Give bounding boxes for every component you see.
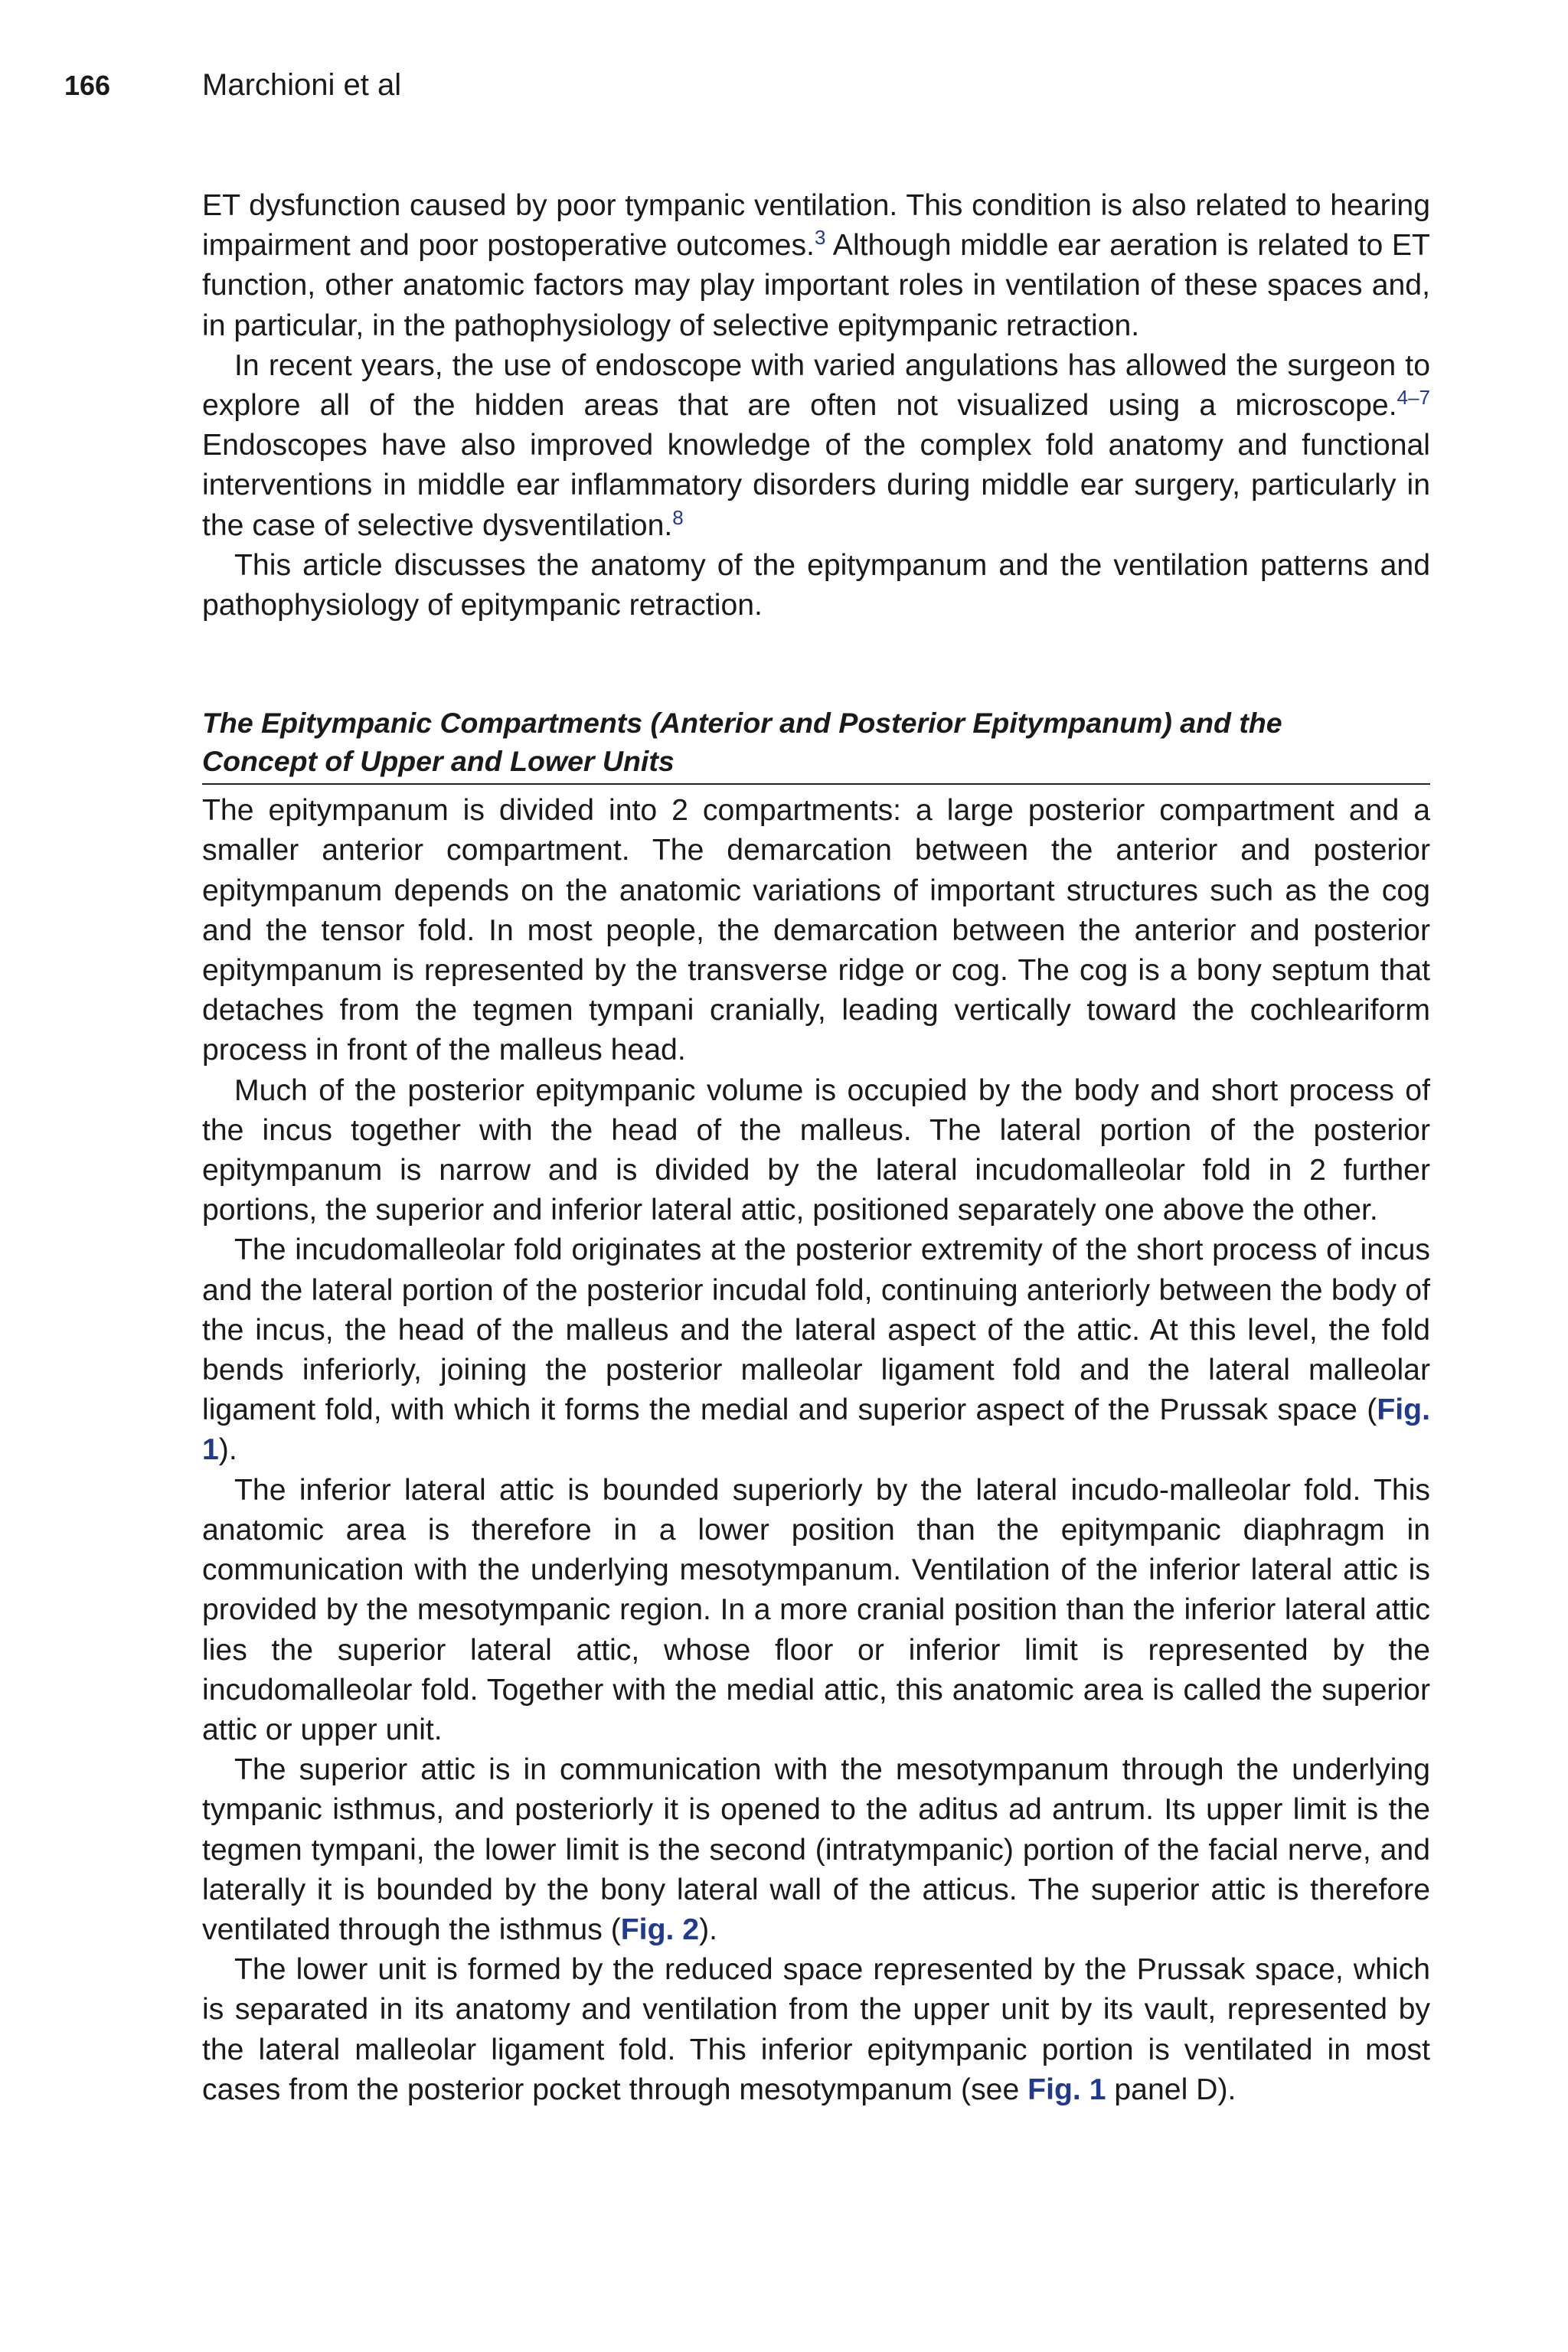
paragraph-6-text-b: ). xyxy=(218,1433,237,1467)
page-number: 166 xyxy=(64,70,111,101)
section-heading xyxy=(202,704,1430,785)
paragraph-8-text-b: ). xyxy=(699,1913,718,1946)
section-heading-line-1: The Epitympanic Compartments (Anterior and Posterior Epitympanum) and the xyxy=(202,707,1282,740)
citation-4-7-link[interactable]: 4–7 xyxy=(1396,385,1430,409)
paragraph-2-text-a: In recent years, the use of endoscope with varied angulations has allowed the surgeon to explore all of the hidden areas that are often not visualized using a microscope. xyxy=(202,348,1430,423)
paragraph-9-text-b: panel D). xyxy=(1106,2073,1236,2106)
paragraph-8-text-a: The superior attic is in communication with the mesotympanum through the underlying tympanic isthmus, and posteriorly it is opened to the aditus ad antrum. Its upper limit is the tegmen tympani, the lower limit is the second (intratympanic) portion of the facial nerve, and laterally it is bounded by the bony lateral wall of the atticus. The superior attic is therefore ventilated through the isthmus ( xyxy=(202,1753,1430,1946)
paragraph-9-text-a: The lower unit is formed by the reduced space represented by the Prussak space, which is separated in its anatomy and ventilation from the upper unit by its vault, represented by the lateral malleolar ligament fold. This inferior epitympanic portion is ventilated in most cases from the posterior pocket through mesotympanum (see xyxy=(202,1953,1430,2106)
paragraph-9 xyxy=(202,1950,1430,2110)
paragraph-7: The inferior lateral attic is bounded superiorly by the lateral incudo-malleolar fold. This anatomic area is therefore in a lower position than the epitympanic diaphragm in communication with the underlying mesotympanum. Ventilation of the inferior lateral attic is provided by the mesotympanic region. In a more cranial position than the inferior lateral attic lies the superior lateral attic, whose floor or inferior limit is represented by the incudomalleolar fold. Together with the medial attic, this anatomic area is called the superior attic or upper unit. xyxy=(202,1473,1430,1746)
paragraph-6-text-a: The incudomalleolar fold originates at the posterior extremity of the short process of incus and the lateral portion of the posterior incudal fold, continuing anteriorly between the body of the incus, the head of the malleus and the lateral aspect of the attic. At this level, the fold bends inferiorly, joining the posterior malleolar ligament fold and the lateral malleolar ligament fold, with which it forms the medial and superior aspect of the Prussak space ( xyxy=(202,1233,1430,1427)
figure-2-link[interactable]: Fig. 2 xyxy=(620,1913,700,1946)
paragraph-5: Much of the posterior epitympanic volume is occupied by the body and short process of the incus together with the head of the malleus. The lateral portion of the posterior epitympanum is narrow and is divided by the lateral incudomalleolar fold in 2 further portions, the superior and inferior lateral attic, positioned separately one above the other. xyxy=(202,1073,1430,1227)
paragraph-2-text-b: Endoscopes have also improved knowledge of the complex fold anatomy and functional interventions in middle ear inflammatory disorders during middle ear surgery, particularly in the case of selective dysventilation. xyxy=(202,429,1430,542)
figure-1-link[interactable]: Fig. 1 xyxy=(1027,2073,1106,2106)
paragraph-1 xyxy=(202,186,1430,346)
paragraph-3: This article discusses the anatomy of the epitympanum and the ventilation patterns and pathophysiology of epitympanic retraction. xyxy=(202,548,1430,622)
paragraph-6 xyxy=(202,1230,1430,1470)
running-head xyxy=(64,66,1442,104)
running-head-authors: Marchioni et al xyxy=(202,68,402,102)
paragraph-1-text-b: Although middle ear aeration is related to ET function, other anatomic factors may play important roles in ventilation of these spaces and, in particular, in the pathophysiology of selective epitympanic retraction. xyxy=(202,229,1430,342)
paragraph-2 xyxy=(202,346,1430,546)
article-body xyxy=(202,186,1430,2110)
paragraph-8 xyxy=(202,1750,1430,1950)
citation-3-link[interactable]: 3 xyxy=(814,226,826,250)
figure-1-link[interactable]: Fig. 1 xyxy=(202,1393,1430,1467)
citation-8-link[interactable]: 8 xyxy=(672,505,684,529)
section-heading-line-2: Concept of Upper and Lower Units xyxy=(202,745,675,778)
paragraph-4: The epitympanum is divided into 2 compartments: a large posterior compartment and a smaller anterior compartment. The demarcation between the anterior and posterior epitympanum depends on the anatomic variations of important structures such as the cog and the tensor fold. In most people, the demarcation between the anterior and posterior epitympanum is represented by the transverse ridge or cog. The cog is a bony septum that detaches from the tegmen tympani cranially, leading vertically toward the cochleariform process in front of the malleus head. xyxy=(202,794,1430,1067)
paragraph-1-text-a: ET dysfunction caused by poor tympanic ventilation. This condition is also related to hearing impairment and poor postoperative outcomes. xyxy=(202,189,1430,263)
